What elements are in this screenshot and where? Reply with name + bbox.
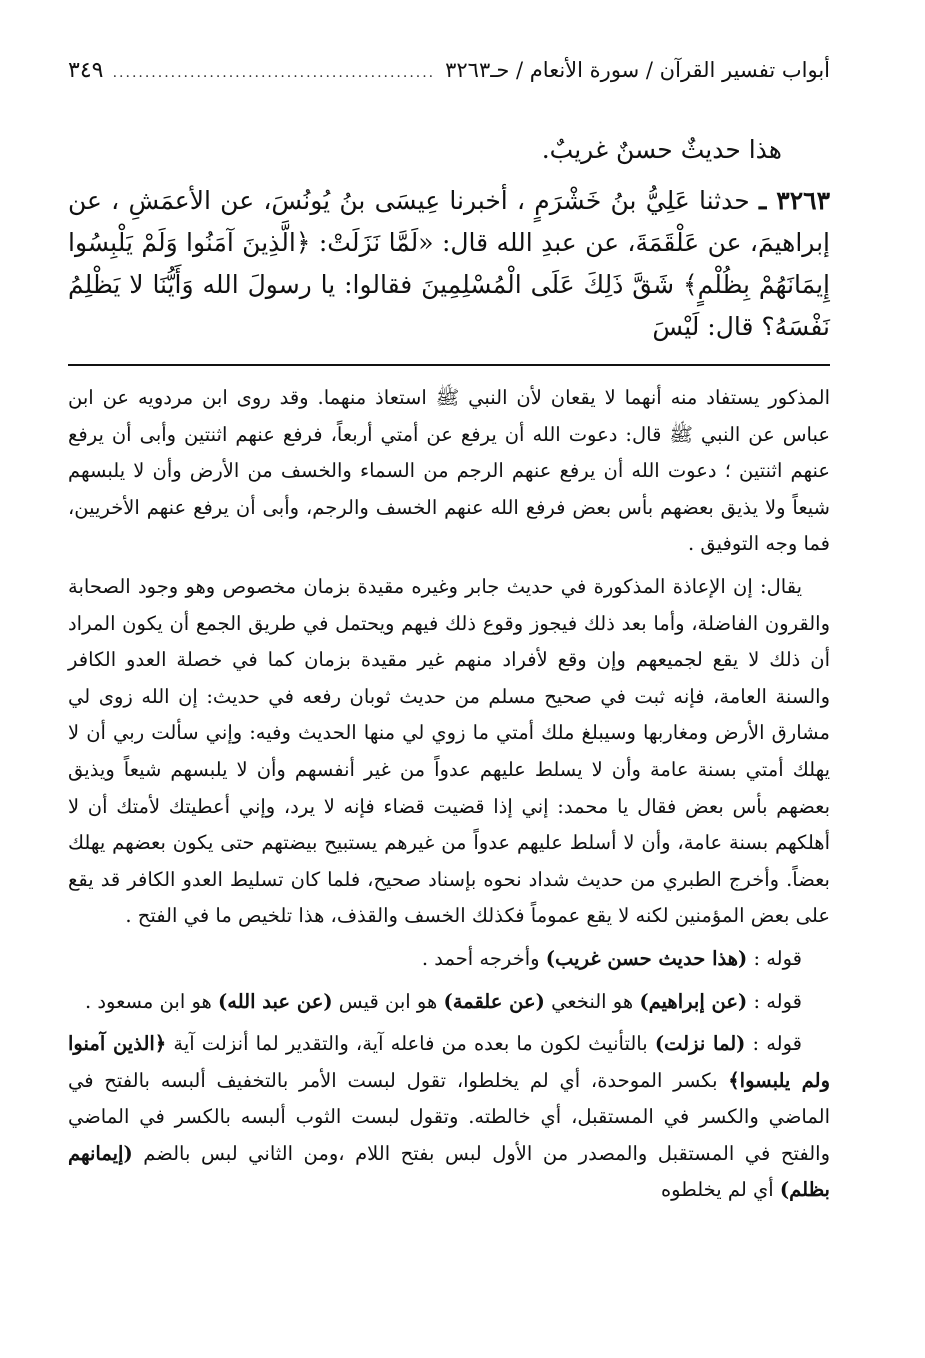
explanation-text: وأخرجه أحمد .	[421, 946, 540, 970]
quoted-phrase: (إيمانهم بظلم)	[68, 1141, 830, 1202]
hadith-grade: هذا حديثٌ حسنٌ غريبٌ.	[541, 135, 782, 164]
hadith-body: حدثنا عَلِيُّ بنُ خَشْرَمٍ ، أخبرنا عِيسَى بنُ يُونُسَ، عن الأعمَشِ ، عن إبراهيمَ، عن عَلْقَمَةَ، عن عبدِ الله قال: «لَمَّا نَزَلَتْ: ﴿الَّذِينَ آمَنُوا وَلَمْ يَلْبِسُوا إِيمَانَهُمْ بِظُلْمٍ﴾ شَقَّ ذَلِكَ عَلَى الْمُسْلِمِينَ فقالوا: يا رسولَ الله وَأَيُّنَا لا يَظْلِمُ نَفْسَهُ؟ قال: لَيْسَ	[68, 186, 830, 341]
qawluhu-label: قوله :	[752, 1032, 803, 1056]
quoted-phrase: ﴿الذين آمنوا ولم يلبسوا﴾	[68, 1032, 830, 1092]
qawluhu-label: قوله :	[753, 989, 802, 1013]
quoted-phrase: (عن عبد الله)	[218, 989, 333, 1013]
running-title: أبواب تفسير القرآن / سورة الأنعام / حـ٣٢٦٣	[445, 58, 830, 82]
commentary-paragraph	[68, 941, 830, 978]
commentary-paragraph	[68, 984, 830, 1021]
commentary-paragraph	[68, 1026, 830, 1209]
explanation-text: بالتأنيث لكون ما بعده من فاعله آية، والتقدير لما أنزلت آية	[173, 1032, 648, 1056]
explanation-text: هو النخعي	[551, 989, 634, 1013]
explanation-text: هو ابن قيس	[338, 989, 438, 1013]
quoted-phrase: (لما نزلت)	[654, 1032, 746, 1056]
quoted-phrase: (عن إبراهيم)	[639, 989, 748, 1013]
quoted-phrase: (هذا حديث حسن غريب)	[545, 946, 748, 970]
page-header	[68, 58, 830, 106]
page-number: ٣٤٩	[68, 58, 104, 83]
quoted-phrase: (عن علقمة)	[443, 989, 545, 1013]
leader-dots	[113, 65, 435, 81]
explanation-text: هو ابن مسعود .	[84, 989, 212, 1013]
explanation-text: أي لم يخلطوه	[660, 1178, 774, 1202]
commentary	[68, 380, 830, 1209]
hadith-text	[68, 180, 830, 348]
footnote-divider	[68, 364, 830, 366]
commentary-paragraph: يقال: إن الإعاذة المذكورة في حديث جابر وغيره مقيدة بزمان مخصوص وهو وجود الصحابة والقرون الفاضلة، وأما بعد ذلك فيجوز وقوع ذلك فيهم ويحتمل في طريق الجمع أن يكون المراد أن ذلك لا يقع لجميعهم وإن وقع لأفراد منهم غير مقيدة بزمان كما في خصلة العدو الكافر والسنة العامة، فإنه ثبت في صحيح مسلم من حديث ثوبان رفعه في حديث: إن الله زوى لي مشارق الأرض ومغاربها وسيبلغ ملك أمتي ما زوي لي منها الحديث وفيه: وإني سألت ربي أن لا يهلك أمتي بسنة عامة وأن لا يسلط عليهم عدواً من غير أنفسهم وأن لا يلبسهم شيعاً ويذيق بعضهم بأس بعض فقال يا محمد: إني إذا قضيت قضاء فإنه لا يرد، وإني أعطيتك لأمتك أن لا أهلكهم بسنة عامة، وأن لا أسلط عليهم عدواً من غيرهم يستبيح بيضتهم حتى يكون بعضهم يهلك بعضاً. وأخرج الطبري من حديث شداد نحوه بإسناد صحيح، فلما كان تسليط العدو الكافر قد يقع على بعض المؤمنين لكنه لا يقع عموماً فكذلك الخسف والقذف، هذا تلخيص ما في الفتح .	[68, 574, 830, 928]
commentary-paragraph: المذكور يستفاد منه أنهما لا يقعان لأن النبي ﷺ استعاذ منهما. وقد روى ابن مردويه عن ابن عباس عن النبي ﷺ قال: دعوت الله أن يرفع عن أمتي أربعاً، فرفع عنهم اثنتين وأبى أن يرفع عنهم اثنتين ؛ دعوت الله أن يرفع عنهم الرجم من السماء والخسف من الأرض وأن لا يلبسهم شيعاً ولا يذيق بعضهم بأس بعض فرفع الله عنهم الخسف والرجم، وأبى أن يرفع عنهم الأخريين، فما وجه التوفيق .	[68, 386, 830, 556]
qawluhu-label: قوله :	[753, 946, 802, 970]
explanation-text: بكسر الموحدة، أي لم يخلطوا، تقول لبست الأمر بالتخفيف ألبسه بالفتح في الماضي والكسر في المستقبل، أي خالطته. وتقول لبست الثوب ألبسه بالكسر في الماضي والفتح في المستقبل والمصدر من الأول لبس بفتح اللام ،ومن الثاني لبس بالضم	[68, 1068, 830, 1165]
hadith-number: ٣٢٦٣ ـ	[758, 186, 831, 215]
book-page	[68, 58, 830, 1215]
